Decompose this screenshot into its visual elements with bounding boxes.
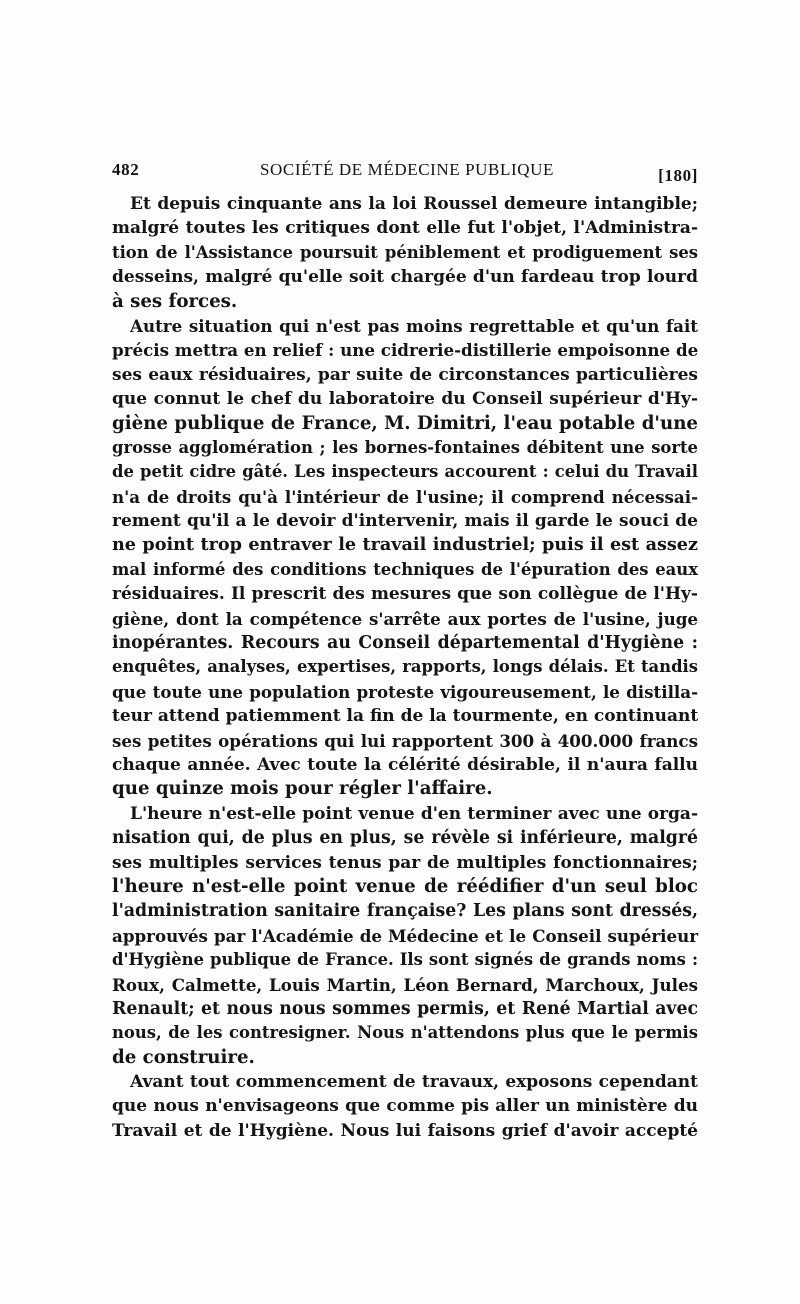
page-number: 482: [112, 160, 140, 179]
section-number: [180]: [658, 166, 698, 185]
text-line: nisation qui, de plus en plus, se révèle si inférieure, malgré: [112, 828, 698, 849]
text-line: précis mettra en relief : une cidrerie-distillerie empoisonne de: [112, 340, 699, 361]
text-line: inopérantes. Recours au Conseil départemental d'Hygiène :: [112, 633, 698, 654]
text-line: ses petites opérations qui lui rapportent 300 à 400.000 francs: [112, 730, 698, 751]
text-line: tion de l'Assistance poursuit péniblement et prodiguement ses: [112, 242, 698, 262]
text-line: que toute une population proteste vigoureusement, le distilla-: [112, 681, 698, 702]
text-line: Renault; et nous nous sommes permis, et René Martial avec: [112, 998, 698, 1019]
text-line: ne point trop entraver le travail industriel; puis il est assez: [112, 534, 698, 556]
text-line: Travail et de l'Hygiène. Nous lui faisons grief d'avoir accepté: [112, 1120, 698, 1141]
text-line: l'administration sanitaire française? Les plans sont dressés,: [112, 901, 698, 922]
text-line: de construire.: [112, 1046, 255, 1068]
body-text: [112, 192, 698, 1143]
text-line: malgré toutes les critiques dont elle fut l'objet, l'Administra-: [112, 218, 698, 239]
text-line: desseins, malgré qu'elle soit chargée d'un fardeau trop lourd: [112, 267, 698, 288]
running-title: SOCIÉTÉ DE MÉDECINE PUBLIQUE: [260, 160, 554, 179]
text-line: Roux, Calmette, Louis Martin, Léon Bernard, Marchoux, Jules: [112, 974, 698, 995]
text-line: que quinze mois pour régler l'affaire.: [112, 778, 493, 800]
text-line: chaque année. Avec toute la célérité désirable, il n'aura fallu: [112, 754, 698, 775]
text-line: Autre situation qui n'est pas moins regrettable et qu'un fait: [130, 315, 698, 336]
text-line: giène, dont la compétence s'arrête aux portes de l'usine, juge: [112, 608, 698, 629]
text-line: Et depuis cinquante ans la loi Roussel demeure intangible;: [130, 194, 698, 214]
text-line: rement qu'il a le devoir d'intervenir, mais il garde le souci de: [112, 511, 698, 532]
text-line: Avant tout commencement de travaux, exposons cependant: [130, 1072, 698, 1093]
page-header: [112, 158, 698, 188]
text-line: que nous n'envisageons que comme pis aller un ministère du: [112, 1096, 698, 1117]
text-line: l'heure n'est-elle point venue de réédifier d'un seul bloc: [112, 875, 698, 897]
text-line: mal informé des conditions techniques de l'épuration des eaux: [112, 559, 698, 579]
text-line: à ses forces.: [112, 290, 238, 312]
text-line: grosse agglomération ; les bornes-fontaines débitent une sorte: [112, 437, 698, 457]
text-line: n'a de droits qu'à l'intérieur de l'usine; il comprend nécessai-: [112, 486, 698, 507]
text-line: ses multiples services tenus par de multiples fonctionnaires;: [112, 852, 698, 873]
text-line: giène publique de France, M. Dimitri, l'eau potable d'une: [112, 412, 698, 434]
text-line: d'Hygiène publique de France. Ils sont signés de grands noms :: [112, 950, 698, 970]
text-line: ses eaux résiduaires, par suite de circonstances particulières: [112, 364, 698, 385]
text-line: de petit cidre gâté. Les inspecteurs accourent : celui du Travail: [112, 462, 698, 482]
text-line: L'heure n'est-elle point venue d'en terminer avec une orga-: [130, 803, 698, 824]
text-line: enquêtes, analyses, expertises, rapports, longs délais. Et tandis: [112, 657, 698, 677]
text-line: nous, de les contresigner. Nous n'attendons plus que le permis: [112, 1023, 698, 1043]
text-line: approuvés par l'Académie de Médecine et le Conseil supérieur: [112, 925, 698, 946]
text-line: résiduaires. Il prescrit des mesures que son collègue de l'Hy-: [112, 584, 698, 605]
text-line: teur attend patiemment la fin de la tourmente, en continuant: [112, 706, 699, 727]
text-line: que connut le chef du laboratoire du Conseil supérieur d'Hy-: [112, 389, 698, 410]
